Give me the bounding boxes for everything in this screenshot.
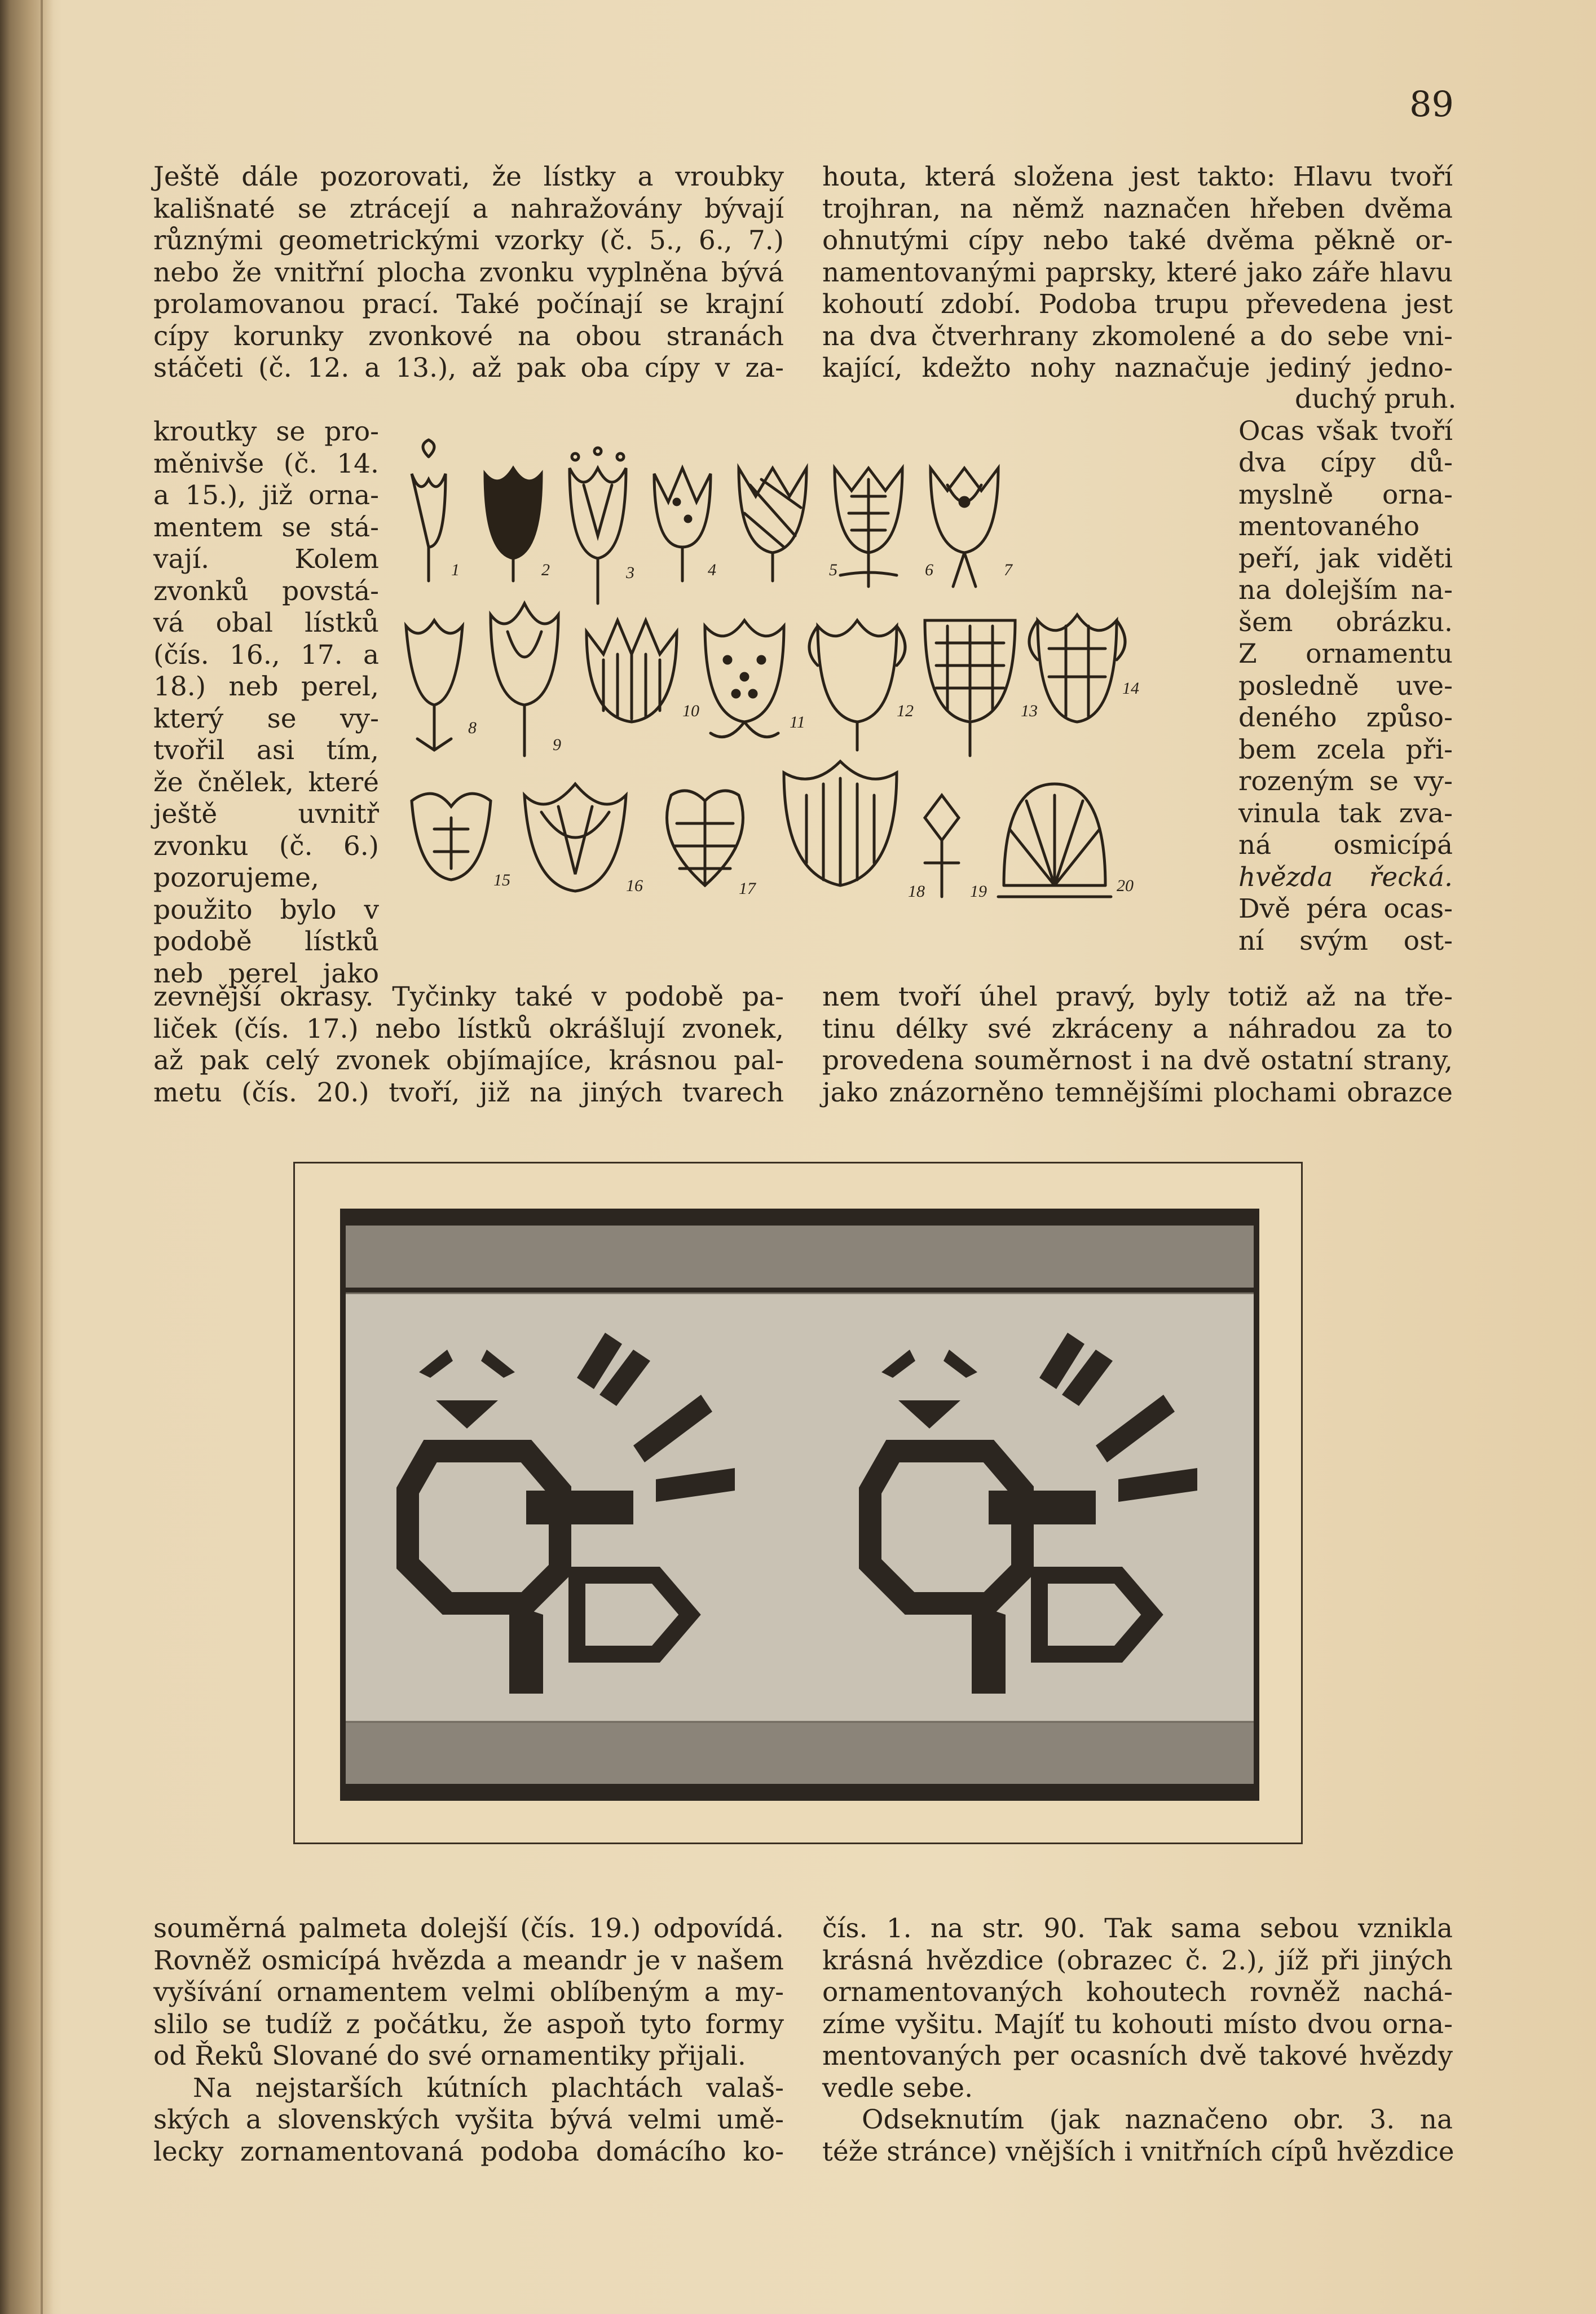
text-line: (čís. 16., 17. a bbox=[153, 639, 379, 671]
text-line: vají. Kolem bbox=[153, 544, 379, 575]
text-line: ohnutými cípy nebo také dvěma pěkně or- bbox=[822, 225, 1453, 256]
right-column-top-text bbox=[822, 161, 1453, 385]
ornament-17 bbox=[667, 791, 743, 885]
text-line: použito bylo v bbox=[153, 894, 379, 925]
ornament-1 bbox=[412, 440, 446, 581]
ornament-18 bbox=[784, 761, 897, 885]
text-line: kroutky se pro- bbox=[153, 416, 379, 447]
text-line: slilo se tudíž z počátku, že aspoň tyto formy bbox=[153, 2008, 784, 2040]
text-line: Dvě péra ocas- bbox=[1238, 893, 1453, 924]
ornament-14 bbox=[1029, 615, 1125, 722]
ornament-number-label: 17 bbox=[739, 879, 756, 898]
text-line: Ještě dále pozorovati, že lístky a vroubky bbox=[153, 161, 784, 192]
text-line: hvězda řecká. bbox=[1238, 861, 1453, 893]
text-line: na dva čtverhrany zkomolené a do sebe vni- bbox=[822, 320, 1453, 352]
ornament-3 bbox=[570, 448, 626, 603]
text-line: vedle sebe. bbox=[822, 2072, 973, 2104]
text-line: ornamentovaných kohoutech rovněž nachá- bbox=[822, 1977, 1453, 2008]
book-spine-shadow bbox=[0, 0, 54, 2314]
ornament-number-label: 7 bbox=[1004, 561, 1012, 579]
ornament-9 bbox=[491, 603, 558, 756]
ornament-number-label: 11 bbox=[790, 713, 805, 731]
text-line: šem obrázku. bbox=[1238, 606, 1453, 638]
page-number: 89 bbox=[1409, 83, 1454, 125]
ornament-4 bbox=[654, 468, 711, 581]
text-line: Ocas však tvoří bbox=[1238, 415, 1453, 447]
ornament-number-label: 9 bbox=[553, 735, 561, 754]
text-line: souměrná palmeta dolejší (čís. 19.) odpovídá. bbox=[153, 1913, 784, 1944]
text-line: měnivše (č. 14. bbox=[153, 448, 379, 479]
ornament-number-label: 6 bbox=[925, 561, 933, 579]
text-line: tinu délky své zkráceny a náhradou za to bbox=[822, 1013, 1453, 1044]
text-line: vyšívání ornamentem velmi oblíbeným a my- bbox=[153, 1977, 784, 2008]
text-line: deného způso- bbox=[1238, 702, 1453, 733]
text-line: duchý pruh. bbox=[1295, 384, 1457, 415]
ornament-15 bbox=[412, 794, 491, 880]
left-column-top-text bbox=[153, 161, 784, 385]
ornament-number-label: 19 bbox=[970, 882, 987, 901]
text-line: jako znázorněno temnějšími plochami obrazce bbox=[822, 1077, 1453, 1108]
text-line: metu (čís. 20.) tvoří, již na jiných tvarech bbox=[153, 1077, 784, 1108]
left-column-after-text bbox=[153, 981, 784, 1109]
text-line: vinula tak zva- bbox=[1238, 797, 1453, 829]
text-line: bem zcela při- bbox=[1238, 734, 1453, 765]
text-line: že čnělek, které bbox=[153, 766, 379, 798]
text-line: cípy korunky zvonkové na obou stranách bbox=[153, 320, 784, 352]
ornament-5 bbox=[739, 468, 806, 581]
text-line: čís. 1. na str. 90. Tak sama sebou vznikla bbox=[822, 1913, 1453, 1944]
text-line: 18.) neb perel, bbox=[153, 671, 379, 702]
text-line: stáčeti (č. 12. a 13.), až pak oba cípy v za- bbox=[153, 352, 784, 384]
embroidery-figure bbox=[293, 1162, 1303, 1844]
text-line: kališnaté se ztrácejí a nahražovány bývají bbox=[153, 193, 784, 224]
right-column-after-text bbox=[822, 981, 1453, 1109]
ornament-10 bbox=[587, 620, 677, 722]
text-line: nebo že vnitřní plocha zvonku vyplněna bývá bbox=[153, 257, 784, 288]
ornament-number-label: 14 bbox=[1122, 679, 1139, 698]
ornament-8 bbox=[406, 620, 462, 750]
ornament-6 bbox=[835, 468, 902, 587]
embroidery-photo bbox=[340, 1209, 1259, 1801]
ornament-number-label: 12 bbox=[897, 702, 914, 720]
text-line: zíme vyšitu. Majíť tu kohouti místo dvou orna- bbox=[822, 2008, 1453, 2040]
right-narrow-text bbox=[1238, 384, 1457, 957]
text-line: téže stránce) vnějších i vnitřních cípů hvězdice bbox=[822, 2136, 1454, 2167]
text-line: kající, kdežto nohy naznačuje jediný jedno- bbox=[822, 352, 1453, 384]
text-line: tvořil asi tím, bbox=[153, 735, 379, 766]
text-line: Odseknutím (jak naznačeno obr. 3. na bbox=[862, 2104, 1453, 2135]
text-line: lecky zornamentovaná podoba domácího ko- bbox=[153, 2136, 784, 2167]
text-line: který se vy- bbox=[153, 703, 379, 734]
text-line: myslně orna- bbox=[1238, 479, 1453, 510]
text-line: Z ornamentu bbox=[1238, 638, 1453, 669]
text-line: provedena souměrnost i na dvě ostatní strany, bbox=[822, 1045, 1453, 1076]
text-line: mentovaných per ocasních dvě takové hvězdy bbox=[822, 2040, 1453, 2071]
ornament-number-label: 4 bbox=[708, 561, 716, 579]
text-line: posledně uve- bbox=[1238, 670, 1453, 702]
text-line: Rovněž osmicípá hvězda a meandr je v našem bbox=[153, 1945, 784, 1976]
ornament-13 bbox=[925, 620, 1015, 756]
text-line: až pak celý zvonek objímajíce, krásnou pal- bbox=[153, 1045, 784, 1076]
ornament-number-label: 8 bbox=[468, 719, 477, 737]
ornament-number-label: 3 bbox=[626, 563, 634, 582]
ornament-number-label: 20 bbox=[1117, 876, 1134, 895]
text-line: pozorujeme, bbox=[153, 862, 319, 893]
left-narrow-text bbox=[153, 416, 379, 990]
text-line: nem tvoří úhel pravý, byly totiž až na tře- bbox=[822, 981, 1453, 1012]
ornament-12 bbox=[809, 620, 905, 750]
text-line: na dolejším na- bbox=[1238, 575, 1453, 606]
text-line: ná osmicípá bbox=[1238, 830, 1453, 861]
text-line: dva cípy dů- bbox=[1238, 447, 1453, 478]
text-line: houta, která složena jest takto: Hlavu tvoří bbox=[822, 161, 1453, 192]
text-line: ještě uvnitř bbox=[153, 799, 379, 830]
text-line: ní svým ost- bbox=[1238, 925, 1453, 957]
ornament-2 bbox=[485, 468, 541, 581]
text-line: různými geometrickými vzorky (č. 5., 6., 7.) bbox=[153, 225, 784, 256]
text-line: peří, jak viděti bbox=[1238, 543, 1453, 574]
ornament-number-label: 15 bbox=[493, 871, 510, 889]
ornament-19 bbox=[925, 795, 959, 897]
ornament-number-label: 18 bbox=[908, 882, 925, 901]
text-line: zevnější okrasy. Tyčinky také v podobě pa- bbox=[153, 981, 784, 1012]
text-line: namentovanými paprsky, které jako záře hlavu bbox=[822, 257, 1453, 288]
ornament-16 bbox=[524, 784, 626, 891]
text-line: zvonku (č. 6.) bbox=[153, 830, 379, 862]
gutter-line bbox=[41, 0, 43, 2314]
ornament-20 bbox=[998, 784, 1111, 897]
text-line: a 15.), již orna- bbox=[153, 480, 379, 511]
text-line: vá obal lístků bbox=[153, 607, 379, 638]
left-column-bottom-text bbox=[153, 1913, 784, 2168]
text-line: mentem se stá- bbox=[153, 512, 379, 543]
text-line: liček (čís. 17.) nebo lístků okrášlují zvonek, bbox=[153, 1013, 784, 1044]
text-line: mentovaného bbox=[1238, 511, 1420, 542]
text-line: od Řeků Slované do své ornamentiky přijali. bbox=[153, 2040, 746, 2071]
text-line: trojhran, na němž naznačen hřeben dvěma bbox=[822, 193, 1453, 224]
right-column-bottom-text bbox=[822, 1913, 1453, 2168]
text-line: kohoutí zdobí. Podoba trupu převedena jest bbox=[822, 289, 1453, 320]
ornament-number-label: 10 bbox=[682, 702, 699, 720]
text-line: Na nejstarších kútních plachtách valaš- bbox=[193, 2072, 784, 2104]
text-line: neb perel jako bbox=[153, 958, 379, 989]
text-line: rozeným se vy- bbox=[1238, 766, 1453, 797]
text-line: zvonků povstá- bbox=[153, 575, 379, 607]
text-line: prolamovanou prací. Také počínají se krajní bbox=[153, 289, 784, 320]
ornament-number-label: 1 bbox=[451, 561, 460, 579]
ornament-number-label: 13 bbox=[1021, 702, 1038, 720]
ornament-number-label: 5 bbox=[829, 561, 837, 579]
ornament-illustration bbox=[389, 434, 1235, 976]
text-line: krásná hvězdice (obrazec č. 2.), jíž při jiných bbox=[822, 1945, 1453, 1976]
ornament-7 bbox=[931, 468, 998, 587]
text-line: podobě lístků bbox=[153, 926, 379, 957]
ornament-number-label: 2 bbox=[541, 561, 550, 579]
ornament-number-label: 16 bbox=[626, 876, 643, 895]
ornament-11 bbox=[705, 620, 784, 737]
text-line: ských a slovenských vyšita bývá velmi umě- bbox=[153, 2104, 784, 2135]
